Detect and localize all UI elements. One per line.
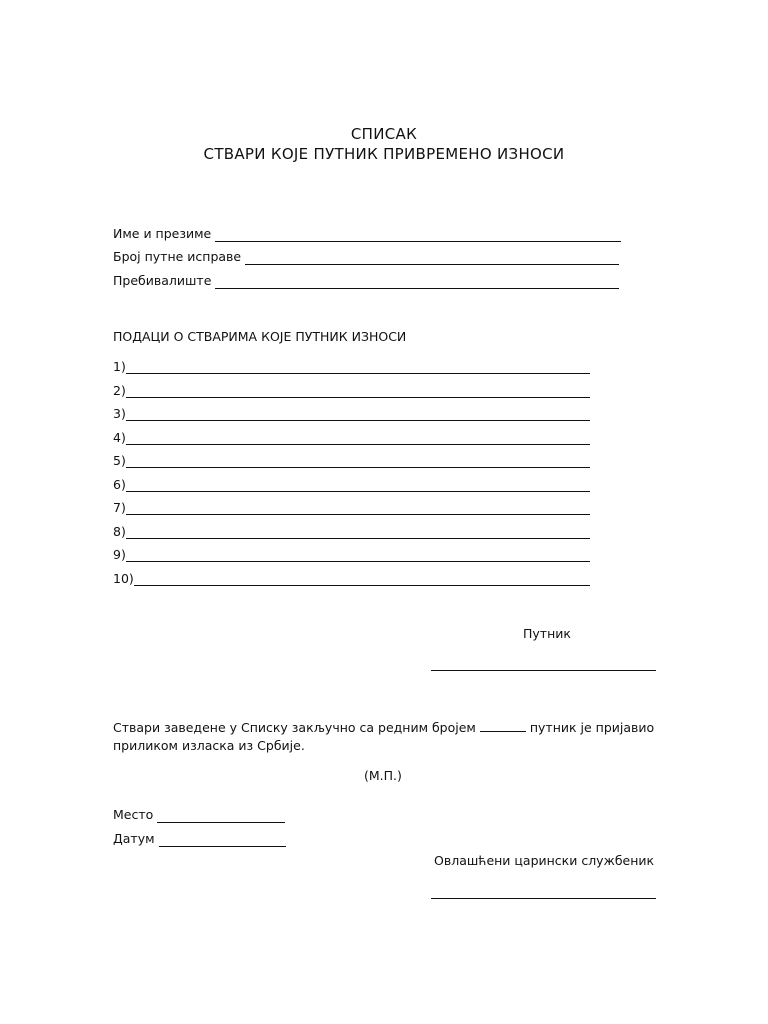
- officer-signature-line[interactable]: [431, 898, 656, 899]
- item-row[interactable]: [113, 476, 590, 492]
- item-line[interactable]: [126, 525, 590, 539]
- place-field[interactable]: [113, 805, 285, 823]
- item-row[interactable]: [113, 570, 590, 586]
- traveler-label: Путник: [523, 626, 571, 641]
- item-row[interactable]: [113, 523, 590, 539]
- statement-part1: Ствари заведене у Списку закључно са редним бројем: [113, 720, 476, 735]
- item-row[interactable]: [113, 358, 590, 374]
- item-number: 7): [113, 500, 126, 515]
- date-field[interactable]: [113, 829, 286, 847]
- place-label: Место: [113, 807, 154, 822]
- item-number: 2): [113, 383, 126, 398]
- item-line[interactable]: [126, 431, 590, 445]
- place-line[interactable]: [157, 808, 285, 823]
- item-line[interactable]: [126, 384, 590, 398]
- stamp-placeholder: (М.П.): [364, 768, 402, 783]
- item-number: 3): [113, 406, 126, 421]
- form-subtitle: СТВАРИ КОЈЕ ПУТНИК ПРИВРЕМЕНО ИЗНОСИ: [203, 145, 565, 163]
- statement-text: [113, 719, 658, 755]
- item-row[interactable]: [113, 452, 590, 468]
- item-row[interactable]: [113, 429, 590, 445]
- item-number: 9): [113, 547, 126, 562]
- item-row[interactable]: [113, 499, 590, 515]
- date-line[interactable]: [159, 832, 286, 847]
- item-number: 1): [113, 359, 126, 374]
- item-line[interactable]: [126, 548, 590, 562]
- item-number: 5): [113, 453, 126, 468]
- item-line[interactable]: [126, 501, 590, 515]
- item-number: 10): [113, 571, 134, 586]
- item-number: 6): [113, 477, 126, 492]
- residence-line[interactable]: [215, 274, 619, 289]
- passport-field[interactable]: [113, 247, 619, 265]
- residence-label: Пребивалиште: [113, 273, 212, 288]
- residence-field[interactable]: [113, 271, 619, 289]
- passport-label: Број путне исправе: [113, 249, 242, 264]
- officer-label: Овлашћени царински службеник: [434, 853, 655, 868]
- item-line[interactable]: [126, 360, 590, 374]
- section-heading: ПОДАЦИ О СТВАРИМА КОЈЕ ПУТНИК ИЗНОСИ: [113, 329, 407, 344]
- item-row[interactable]: [113, 382, 590, 398]
- item-line[interactable]: [134, 572, 590, 586]
- form-title: СПИСАК: [350, 125, 418, 143]
- item-row[interactable]: [113, 546, 590, 562]
- item-count-blank[interactable]: [480, 720, 526, 732]
- item-number: 4): [113, 430, 126, 445]
- item-line[interactable]: [126, 407, 590, 421]
- name-field[interactable]: [113, 224, 621, 242]
- item-line[interactable]: [126, 478, 590, 492]
- date-label: Датум: [113, 831, 155, 846]
- name-line[interactable]: [215, 227, 621, 242]
- statement-part2: путник је пријавио приликом изласка из Србије.: [113, 720, 655, 753]
- item-row[interactable]: [113, 405, 590, 421]
- passport-line[interactable]: [245, 250, 619, 265]
- item-line[interactable]: [126, 454, 590, 468]
- item-number: 8): [113, 524, 126, 539]
- name-label: Име и презиме: [113, 226, 212, 241]
- traveler-signature-line[interactable]: [431, 670, 656, 671]
